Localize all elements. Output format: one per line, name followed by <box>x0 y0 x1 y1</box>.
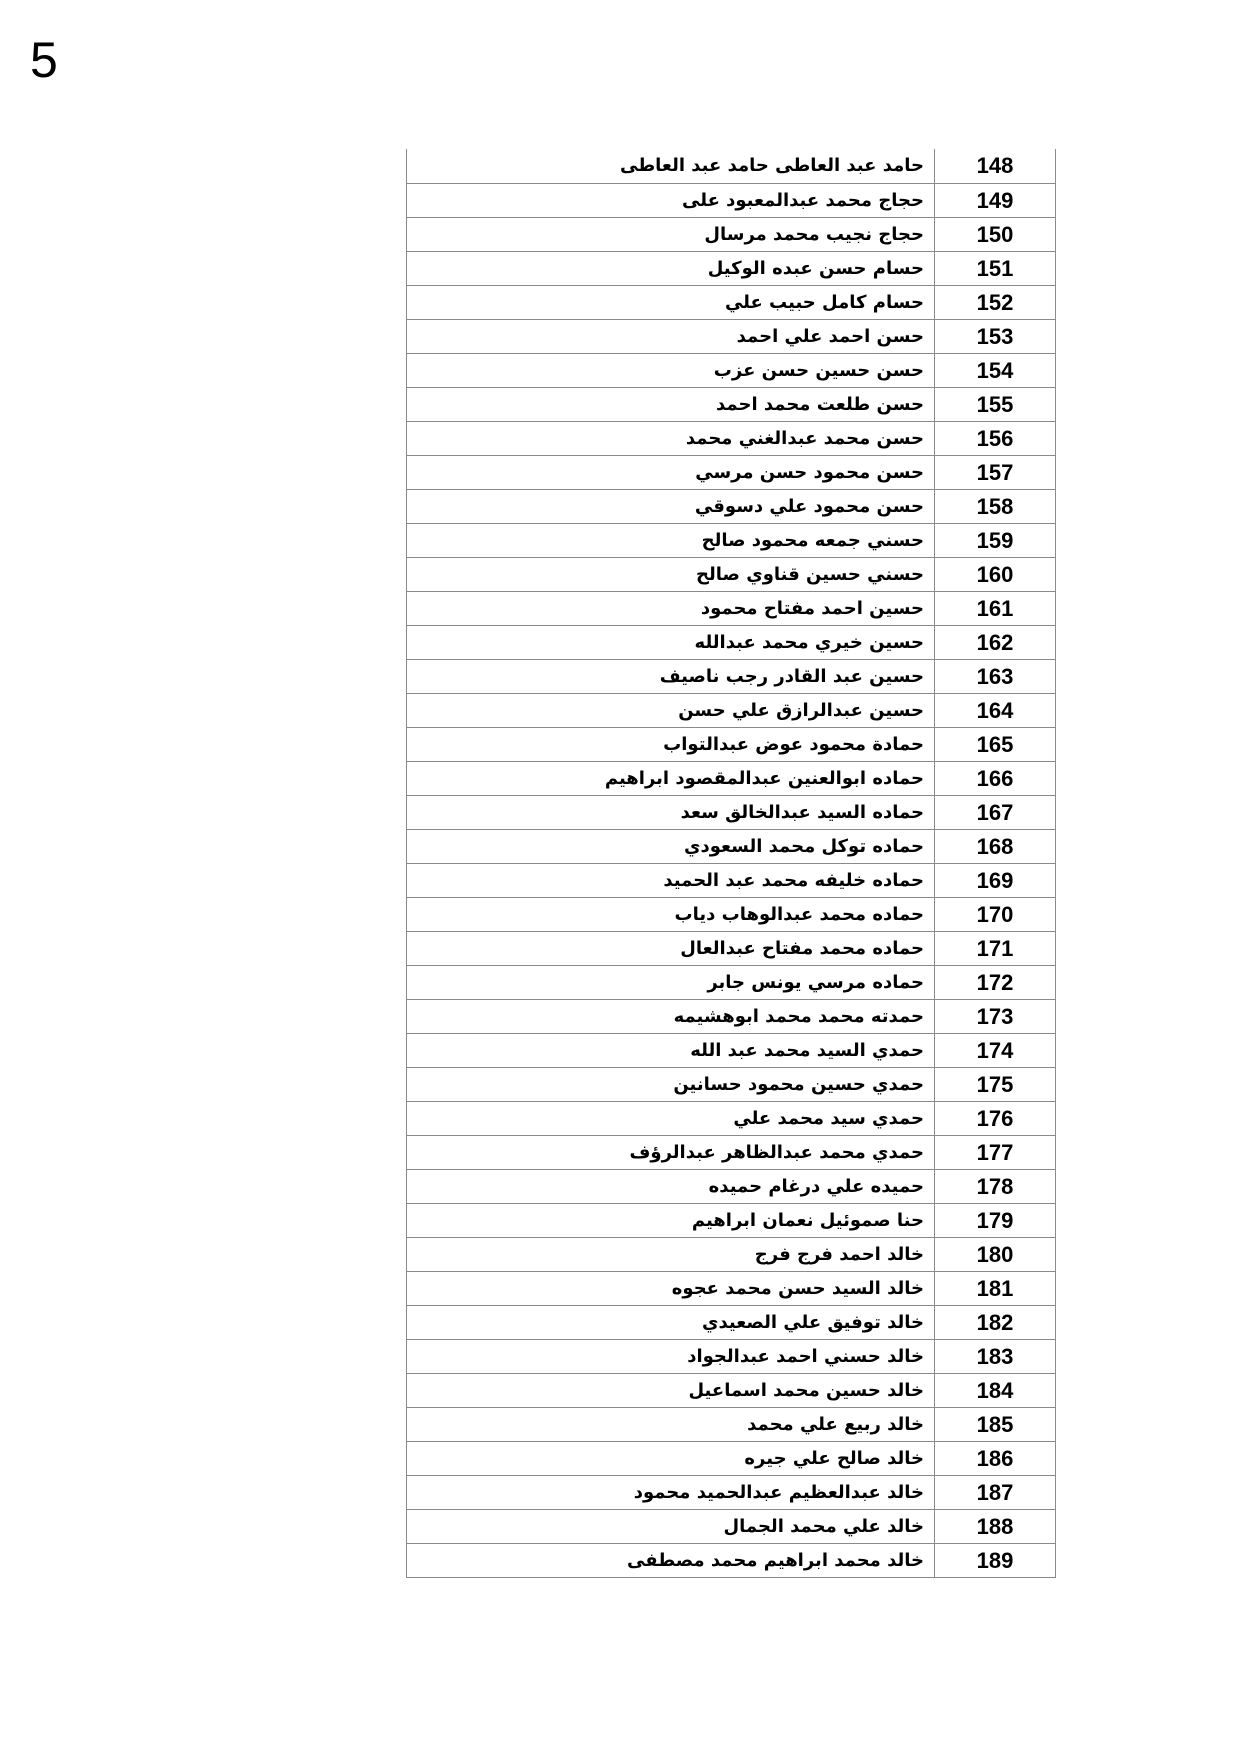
person-name: خالد علي محمد الجمال <box>407 1509 935 1543</box>
row-number: 163 <box>935 659 1056 693</box>
person-name: حسن حسين حسن عزب <box>407 353 935 387</box>
table-row <box>407 217 1056 251</box>
person-name: حمدي محمد عبدالظاهر عبدالرؤف <box>407 1135 935 1169</box>
person-name: حميده علي درغام حميده <box>407 1169 935 1203</box>
row-number: 185 <box>935 1407 1056 1441</box>
row-number: 155 <box>935 387 1056 421</box>
person-name: حماده ابوالعنين عبدالمقصود ابراهيم <box>407 761 935 795</box>
person-name: حسين عبدالرازق علي حسن <box>407 693 935 727</box>
table-row <box>407 863 1056 897</box>
person-name: خالد حسني احمد عبدالجواد <box>407 1339 935 1373</box>
table-row <box>407 659 1056 693</box>
table-row <box>407 999 1056 1033</box>
person-name: حامد عبد العاطى حامد عبد العاطى <box>407 149 935 183</box>
row-number: 189 <box>935 1543 1056 1577</box>
row-number: 184 <box>935 1373 1056 1407</box>
person-name: خالد السيد حسن محمد عجوه <box>407 1271 935 1305</box>
row-number: 179 <box>935 1203 1056 1237</box>
person-name: حمدي سيد محمد علي <box>407 1101 935 1135</box>
table-row <box>407 1407 1056 1441</box>
row-number: 148 <box>935 149 1056 183</box>
row-number: 177 <box>935 1135 1056 1169</box>
row-number: 182 <box>935 1305 1056 1339</box>
person-name: خالد صالح علي جيره <box>407 1441 935 1475</box>
person-name: خالد توفيق علي الصعيدي <box>407 1305 935 1339</box>
names-table-body <box>407 149 1056 1577</box>
person-name: حسني حسين قناوي صالح <box>407 557 935 591</box>
row-number: 171 <box>935 931 1056 965</box>
names-table-container <box>406 149 1056 1578</box>
table-row <box>407 251 1056 285</box>
table-row <box>407 149 1056 183</box>
table-row <box>407 965 1056 999</box>
person-name: حسين احمد مفتاح محمود <box>407 591 935 625</box>
person-name: حماده مرسي يونس جابر <box>407 965 935 999</box>
table-row <box>407 1475 1056 1509</box>
table-row <box>407 183 1056 217</box>
table-row <box>407 727 1056 761</box>
row-number: 150 <box>935 217 1056 251</box>
person-name: خالد محمد ابراهيم محمد مصطفى <box>407 1543 935 1577</box>
person-name: خالد حسين محمد اسماعيل <box>407 1373 935 1407</box>
row-number: 149 <box>935 183 1056 217</box>
row-number: 164 <box>935 693 1056 727</box>
person-name: حسن محمود علي دسوقي <box>407 489 935 523</box>
row-number: 157 <box>935 455 1056 489</box>
table-row <box>407 931 1056 965</box>
table-row <box>407 693 1056 727</box>
person-name: خالد عبدالعظيم عبدالحميد محمود <box>407 1475 935 1509</box>
person-name: حماده توكل محمد السعودي <box>407 829 935 863</box>
row-number: 183 <box>935 1339 1056 1373</box>
table-row <box>407 489 1056 523</box>
row-number: 170 <box>935 897 1056 931</box>
person-name: حمادة محمود عوض عبدالتواب <box>407 727 935 761</box>
person-name: حسن طلعت محمد احمد <box>407 387 935 421</box>
table-row <box>407 1305 1056 1339</box>
names-table <box>406 149 1056 1578</box>
page-number: 5 <box>30 32 58 88</box>
person-name: حماده خليفه محمد عبد الحميد <box>407 863 935 897</box>
person-name: حسام كامل حبيب علي <box>407 285 935 319</box>
table-row <box>407 1339 1056 1373</box>
table-row <box>407 1203 1056 1237</box>
row-number: 161 <box>935 591 1056 625</box>
row-number: 175 <box>935 1067 1056 1101</box>
row-number: 180 <box>935 1237 1056 1271</box>
table-row <box>407 1441 1056 1475</box>
table-row <box>407 795 1056 829</box>
person-name: حنا صموئيل نعمان ابراهيم <box>407 1203 935 1237</box>
person-name: حماده محمد عبدالوهاب دياب <box>407 897 935 931</box>
row-number: 167 <box>935 795 1056 829</box>
person-name: حسين عبد القادر رجب ناصيف <box>407 659 935 693</box>
person-name: حسام حسن عبده الوكيل <box>407 251 935 285</box>
row-number: 187 <box>935 1475 1056 1509</box>
person-name: حسن محمد عبدالغني محمد <box>407 421 935 455</box>
row-number: 156 <box>935 421 1056 455</box>
table-row <box>407 1067 1056 1101</box>
row-number: 186 <box>935 1441 1056 1475</box>
table-row <box>407 387 1056 421</box>
table-row <box>407 285 1056 319</box>
person-name: حماده السيد عبدالخالق سعد <box>407 795 935 829</box>
table-row <box>407 1033 1056 1067</box>
table-row <box>407 829 1056 863</box>
row-number: 160 <box>935 557 1056 591</box>
table-row <box>407 1373 1056 1407</box>
row-number: 153 <box>935 319 1056 353</box>
table-row <box>407 1237 1056 1271</box>
row-number: 162 <box>935 625 1056 659</box>
table-row <box>407 1135 1056 1169</box>
table-row <box>407 421 1056 455</box>
row-number: 154 <box>935 353 1056 387</box>
person-name: حسني جمعه محمود صالح <box>407 523 935 557</box>
person-name: خالد احمد فرج فرج <box>407 1237 935 1271</box>
person-name: حمدته محمد محمد ابوهشيمه <box>407 999 935 1033</box>
row-number: 165 <box>935 727 1056 761</box>
person-name: حسن محمود حسن مرسي <box>407 455 935 489</box>
table-row <box>407 625 1056 659</box>
person-name: حمدي حسين محمود حسانين <box>407 1067 935 1101</box>
row-number: 176 <box>935 1101 1056 1135</box>
table-row <box>407 1169 1056 1203</box>
row-number: 152 <box>935 285 1056 319</box>
row-number: 169 <box>935 863 1056 897</box>
person-name: حجاج محمد عبدالمعبود على <box>407 183 935 217</box>
row-number: 181 <box>935 1271 1056 1305</box>
table-row <box>407 1543 1056 1577</box>
row-number: 178 <box>935 1169 1056 1203</box>
row-number: 188 <box>935 1509 1056 1543</box>
row-number: 174 <box>935 1033 1056 1067</box>
table-row <box>407 557 1056 591</box>
row-number: 151 <box>935 251 1056 285</box>
row-number: 172 <box>935 965 1056 999</box>
table-row <box>407 455 1056 489</box>
person-name: حسين خيري محمد عبدالله <box>407 625 935 659</box>
row-number: 173 <box>935 999 1056 1033</box>
row-number: 159 <box>935 523 1056 557</box>
table-row <box>407 897 1056 931</box>
person-name: خالد ربيع علي محمد <box>407 1407 935 1441</box>
table-row <box>407 761 1056 795</box>
table-row <box>407 523 1056 557</box>
table-row <box>407 1101 1056 1135</box>
person-name: حماده محمد مفتاح عبدالعال <box>407 931 935 965</box>
person-name: حسن احمد علي احمد <box>407 319 935 353</box>
table-row <box>407 1271 1056 1305</box>
table-row <box>407 319 1056 353</box>
table-row <box>407 353 1056 387</box>
person-name: حمدي السيد محمد عبد الله <box>407 1033 935 1067</box>
row-number: 158 <box>935 489 1056 523</box>
row-number: 166 <box>935 761 1056 795</box>
table-row <box>407 1509 1056 1543</box>
row-number: 168 <box>935 829 1056 863</box>
person-name: حجاج نجيب محمد مرسال <box>407 217 935 251</box>
table-row <box>407 591 1056 625</box>
